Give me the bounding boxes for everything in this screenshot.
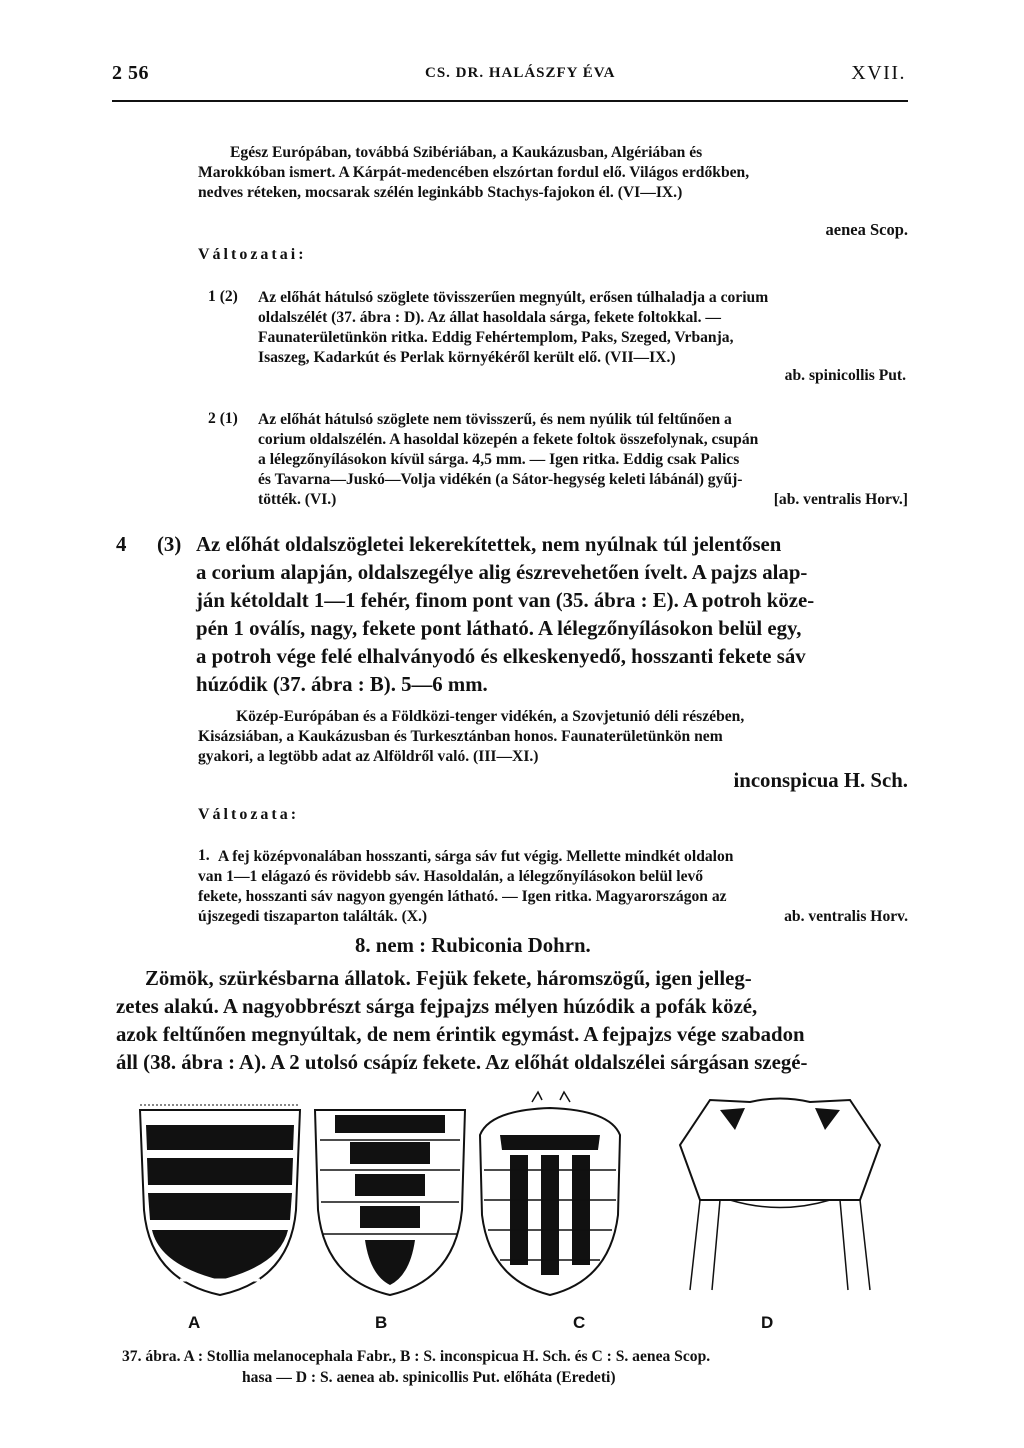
figure-a-abdomen-drawing [140, 1105, 300, 1295]
figure-b-abdomen-drawing [315, 1110, 465, 1295]
genus-line-4: áll (38. ábra : A). A 2 utolsó csápíz fekete. Az előhát oldalszélei sárgásan szegé- [116, 1051, 808, 1074]
volume-number: XVII. [851, 62, 906, 84]
variety-3-line-4: újszegedi tiszaparton találták. (X.) [198, 908, 428, 925]
intro-line-2: Marokkóban ismert. A Kárpát-medencében elszórtan fordul elő. Világos erdőkben, [198, 164, 750, 181]
figure-37-illustration [120, 1090, 920, 1330]
genus-line-2: zetes alakú. A nagyobbrészt sárga fejpajzs mélyen húzódik a pofák közé, [116, 995, 758, 1018]
distribution-line-1: Közép-Európában és a Földközi-tenger vidékén, a Szovjetunió déli részében, [236, 708, 745, 725]
variety-2-line-2: corium oldalszélén. A hasoldal közepén a fekete foltok összefolynak, csupán [258, 431, 759, 448]
variety-2-line-5: tötték. (VI.) [258, 491, 337, 508]
key-line-4: pén 1 oválís, nagy, fekete pont látható. A lélegzőnyílásokon belül egy, [196, 617, 802, 640]
genus-line-3: azok feltűnően megnyúltak, de nem érintik egymást. A fejpajzs vége szabadon [116, 1023, 805, 1046]
variety-2-line-3: a lélegzőnyílásokon kívül sárga. 4,5 mm. — Igen ritka. Eddig csak Palics [258, 451, 740, 468]
species-name-aenea: aenea Scop. [825, 220, 908, 239]
intro-line-3: nedves réteken, mocsarak szélén leginkább Stachys-fajokon él. (VI—IX.) [198, 184, 683, 201]
variety-2-number: 2 (1) [208, 410, 238, 427]
figure-label-b: B [375, 1313, 388, 1332]
variety-2-name: [ab. ventralis Horv.] [773, 491, 908, 508]
variety-3-name: ab. ventralis Horv. [784, 908, 908, 925]
variety-1-line-1: Az előhát hátulsó szöglete tövisszerűen megnyúlt, erősen túlhaladja a corium [258, 289, 769, 306]
key-line-2: a corium alapján, oldalszegélye alig észrevehetően ívelt. A pajzs alap- [196, 561, 808, 584]
key-line-5: a potroh vége felé elhalványodó és elkeskenyedő, hosszanti fekete sáv [196, 645, 806, 668]
header-rule [112, 100, 908, 102]
figure-label-c: C [573, 1313, 586, 1332]
key-number: 4 [116, 533, 127, 556]
varieties-label: Változatai: [198, 246, 307, 263]
variety-1-number: 1 (2) [208, 288, 238, 305]
page-number: 2 56 [112, 62, 149, 84]
variety-2-line-1: Az előhát hátulsó szöglete nem tövisszerű, és nem nyúlik túl feltűnően a [258, 411, 732, 428]
key-line-6: húzódik (37. ábra : B). 5—6 mm. [196, 673, 488, 696]
figure-label-d: D [761, 1313, 774, 1332]
figure-c-abdomen-drawing [480, 1092, 620, 1295]
figure-label-a: A [188, 1313, 201, 1332]
variety-3-line-3: fekete, hosszanti sáv nagyon gyengén látható. — Igen ritka. Magyarországon az [198, 888, 727, 905]
key-line-3: ján kétoldalt 1—1 fehér, finom pont van (35. ábra : E). A potroh köze- [196, 589, 815, 612]
distribution-line-2: Kisázsiában, a Kaukázusban és Turkesztánban honos. Faunaterületünkön nem [198, 728, 723, 745]
variety-label: Változata: [198, 806, 300, 823]
running-head-author: CS. DR. HALÁSZFY ÉVA [425, 65, 616, 81]
variety-3-number: 1. [198, 847, 210, 864]
variety-3-line-1: A fej középvonalában hosszanti, sárga sáv fut végig. Mellette mindkét oldalon [218, 848, 734, 865]
variety-1-line-4: Isaszeg, Kadarkút és Perlak környékéről került elő. (VII—IX.) [258, 349, 676, 366]
variety-3-line-2: van 1—1 elágazó és rövidebb sáv. Hasoldalán, a lélegzőnyílásokon belül levő [198, 868, 704, 885]
distribution-line-3: gyakori, a legtöbb adat az Alföldről való. (III—XI.) [198, 748, 539, 765]
variety-1-line-3: Faunaterületünkön ritka. Eddig Fehértemplom, Paks, Szeged, Vrbanja, [258, 329, 734, 346]
genus-line-1: Zömök, szürkésbarna állatok. Fejük fekete, háromszögű, igen jelleg- [145, 967, 752, 990]
intro-line-1: Egész Európában, továbbá Szibériában, a Kaukázusban, Algériában és [230, 144, 703, 161]
key-couplet: (3) [157, 533, 182, 556]
figure-caption-line-1: 37. ábra. A : Stollia melanocephala Fabr., B : S. inconspicua H. Sch. és C : S. aenea Scop. [122, 1348, 711, 1365]
variety-1-line-2: oldalszélét (37. ábra : D). Az állat hasoldala sárga, fekete foltokkal. — [258, 309, 722, 326]
key-line-1: Az előhát oldalszögletei lekerekítettek, nem nyúlnak túl jelentősen [196, 533, 782, 556]
variety-2-line-4: és Tavarna—Juskó—Volja vidékén (a Sátor-hegység keleti lábánál) gyűj- [258, 471, 743, 488]
figure-caption-line-2: hasa — D : S. aenea ab. spinicollis Put. előháta (Eredeti) [242, 1369, 616, 1386]
variety-1-name: ab. spinicollis Put. [784, 367, 906, 384]
genus-heading: 8. nem : Rubiconia Dohrn. [355, 934, 591, 957]
figure-d-pronotum-drawing [680, 1099, 880, 1291]
species-name-inconspicua: inconspicua H. Sch. [733, 769, 908, 792]
